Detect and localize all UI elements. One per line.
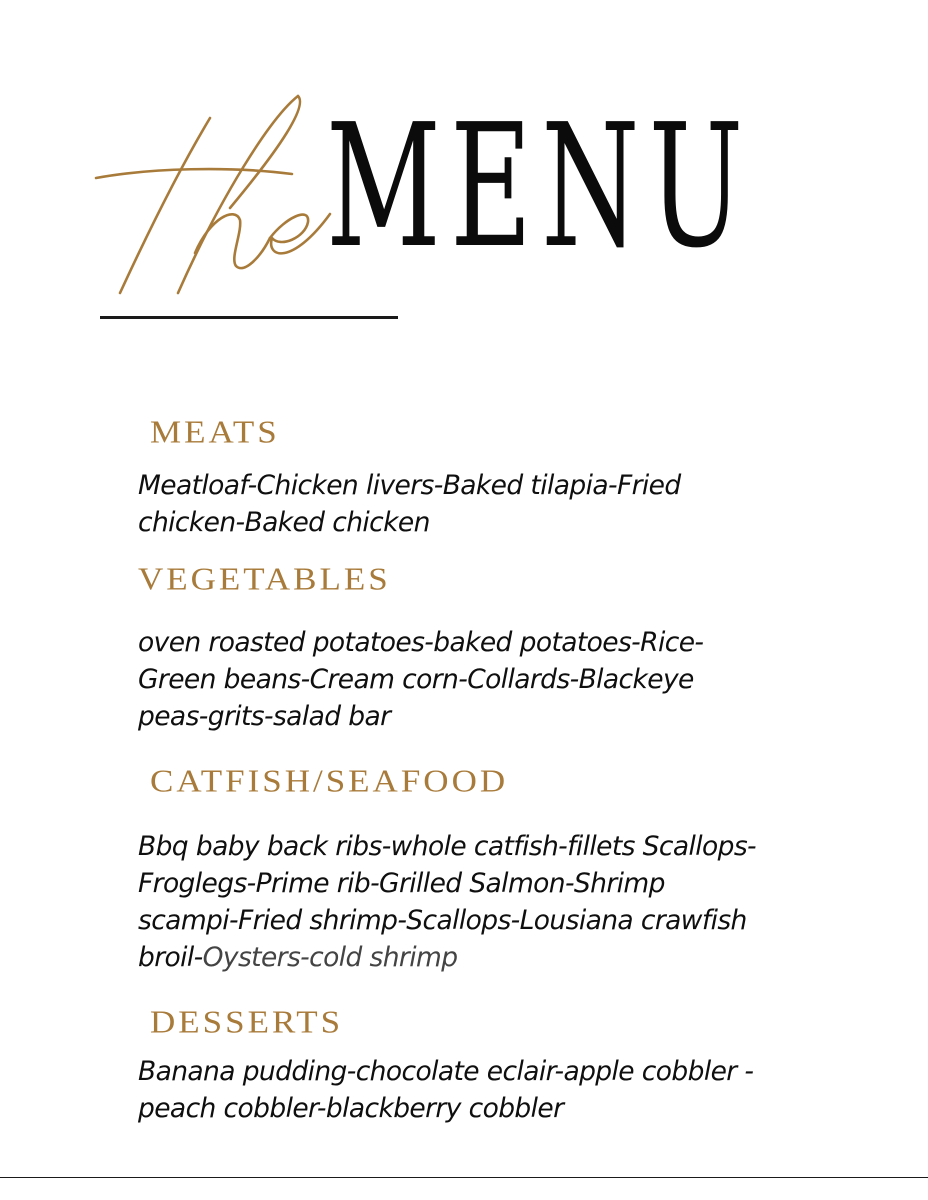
title-underline xyxy=(100,316,398,319)
section-heading-meats: MEATS xyxy=(150,414,280,451)
section-items-desserts: Banana pudding-chocolate eclair-apple cobbler -peach cobbler-blackberry cobbler xyxy=(138,1056,754,1124)
section-catfish-seafood xyxy=(138,765,758,976)
section-heading-catfish-seafood: CATFISH/SEAFOOD xyxy=(150,763,509,800)
section-items-catfish-seafood xyxy=(138,828,758,976)
section-desserts xyxy=(138,1006,758,1127)
section-heading-vegetables: VEGETABLES xyxy=(138,561,391,598)
section-vegetables xyxy=(138,563,758,735)
script-the-lettering xyxy=(60,88,340,318)
section-items-vegetables: oven roasted potatoes-baked potatoes-Rice-Green beans-Cream corn-Collards-Blackeye peas-grits-salad bar xyxy=(138,627,704,732)
seafood-items-main: Bbq baby back ribs-whole catfish-fillets Scallops-Froglegs-Prime rib-Grilled Salmon-Shrimp scampi-Fried shrimp-Scallops-Lousiana crawfish broil- xyxy=(138,831,757,973)
page-bottom-divider xyxy=(0,1177,928,1178)
section-items-meats: Meatloaf-Chicken livers-Baked tilapia-Fried chicken-Baked chicken xyxy=(138,470,681,538)
menu-title xyxy=(0,0,928,340)
section-heading-desserts: DESSERTS xyxy=(150,1004,344,1041)
seafood-items-light: Oysters-cold shrimp xyxy=(202,942,458,973)
menu-heading-word: MENU xyxy=(326,88,753,286)
section-meats xyxy=(138,416,758,541)
